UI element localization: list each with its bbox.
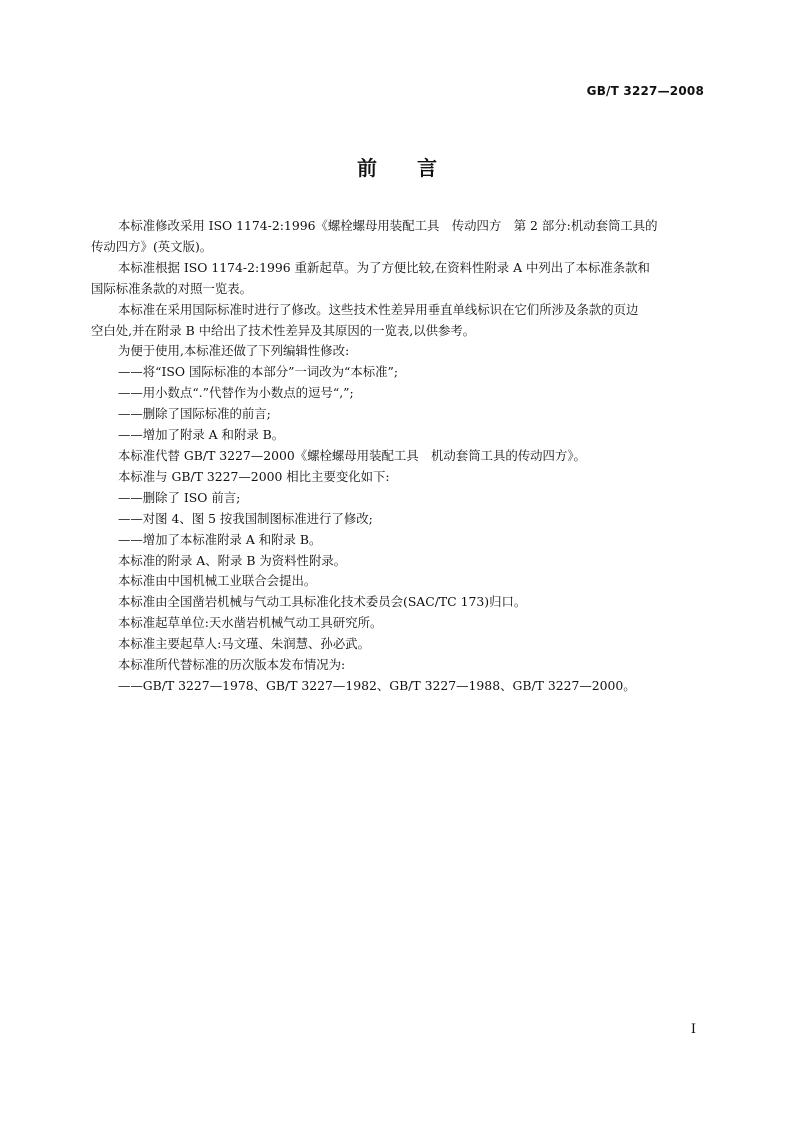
paragraph-4: 为便于使用,本标准还做了下列编辑性修改: bbox=[118, 343, 350, 359]
paragraph-5: 本标准代替 GB/T 3227—2000《螺栓螺母用装配工具 机动套筒工具的传动四方》。 bbox=[118, 447, 586, 463]
paragraph-2-line-1: 本标准根据 ISO 1174-2:1996 重新起草。为了方便比较,在资料性附录 A 中列出了本标准条款和 bbox=[118, 259, 650, 275]
paragraph-6: 本标准与 GB/T 3227—2000 相比主要变化如下: bbox=[118, 468, 390, 484]
foreword-body bbox=[91, 216, 710, 697]
standard-code: GB/T 3227—2008 bbox=[586, 84, 704, 98]
paragraph-1-line-2: 传动四方》(英文版)。 bbox=[91, 238, 213, 254]
paragraph-3-line-1: 本标准在采用国际标准时进行了修改。这些技术性差异用垂直单线标识在它们所涉及条款的页边 bbox=[118, 301, 639, 317]
title-char-1: 前 bbox=[357, 156, 377, 180]
list-item: ——将“ISO 国际标准的本部分”一词改为“本标准”; bbox=[118, 364, 399, 380]
paragraph-7: 本标准的附录 A、附录 B 为资料性附录。 bbox=[118, 552, 347, 568]
list-item: ——用小数点“.”代替作为小数点的逗号“,”; bbox=[118, 385, 354, 401]
page-number: I bbox=[690, 1022, 696, 1037]
paragraph-2-line-2: 国际标准条款的对照一览表。 bbox=[91, 280, 253, 296]
paragraph-1-line-1: 本标准修改采用 ISO 1174-2:1996《螺栓螺母用装配工具 传动四方 第 2 部分:机动套筒工具的 bbox=[118, 218, 658, 233]
paragraph-11: 本标准主要起草人:马文瑾、朱润慧、孙必武。 bbox=[118, 636, 370, 652]
paragraph-12: 本标准所代替标准的历次版本发布情况为: bbox=[118, 657, 346, 673]
list-item: ——删除了 ISO 前言; bbox=[118, 489, 241, 505]
paragraph-10: 本标准起草单位:天水凿岩机械气动工具研究所。 bbox=[118, 615, 383, 631]
list-item: ——GB/T 3227—1978、GB/T 3227—1982、GB/T 3227—1988、GB/T 3227—2000。 bbox=[118, 677, 636, 693]
title-char-2: 言 bbox=[417, 156, 437, 180]
list-item: ——删除了国际标准的前言; bbox=[118, 406, 271, 422]
list-item: ——对图 4、图 5 按我国制图标准进行了修改; bbox=[118, 510, 373, 526]
paragraph-3-line-2: 空白处,并在附录 B 中给出了技术性差异及其原因的一览表,以供参考。 bbox=[91, 322, 476, 338]
page-title bbox=[0, 152, 794, 181]
paragraph-9: 本标准由全国凿岩机械与气动工具标准化技术委员会(SAC/TC 173)归口。 bbox=[118, 594, 527, 610]
list-item: ——增加了本标准附录 A 和附录 B。 bbox=[118, 531, 322, 547]
paragraph-8: 本标准由中国机械工业联合会提出。 bbox=[118, 573, 317, 589]
list-item: ——增加了附录 A 和附录 B。 bbox=[118, 427, 285, 443]
